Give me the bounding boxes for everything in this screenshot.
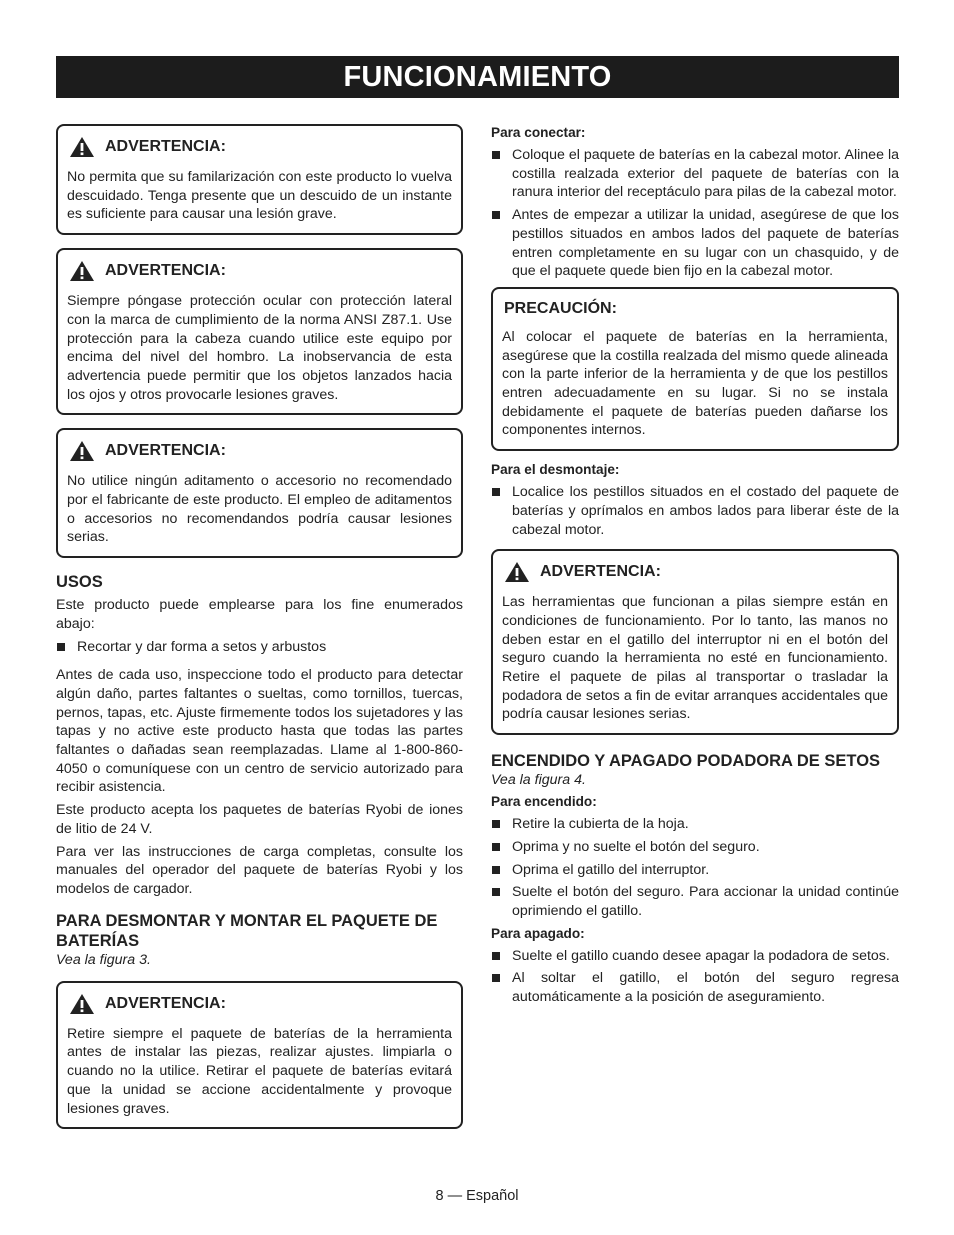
warning-header bbox=[69, 993, 452, 1015]
list-item: Suelte el gatillo cuando desee apagar la podadora de setos. bbox=[491, 947, 899, 966]
warning-triangle-icon bbox=[69, 260, 95, 282]
subheading-desmontaje: Para el desmontaje: bbox=[491, 462, 620, 478]
caution-box bbox=[491, 287, 899, 451]
figure-reference: Vea la figura 3. bbox=[56, 951, 151, 968]
warning-text: Siempre póngase protección ocular con protección lateral con la marca de cumplimiento de la norma ANSI Z87.1. Use protección para la cabeza cuando utilice este equipo por encima del nivel del hombro. La inobservancia de esta advertencia puede permitir que los objetos lanzados hacia los ojos y otros provocarle lesiones graves. bbox=[67, 293, 452, 403]
warning-heading: ADVERTENCIA: bbox=[105, 994, 226, 1012]
encendido-list bbox=[491, 815, 899, 921]
warning-heading: ADVERTENCIA: bbox=[540, 563, 661, 581]
bullet-square-icon bbox=[492, 888, 500, 896]
warning-heading: ADVERTENCIA: bbox=[105, 442, 226, 460]
warning-triangle-icon bbox=[69, 993, 95, 1015]
list-item: Coloque el paquete de baterías en la cabezal motor. Alinee la costilla realzada exterior del paquete de baterías con la ranura interior del receptáculo para pilas de la cabezal motor. bbox=[491, 146, 899, 202]
warning-text: Las herramientas que funcionan a pilas siempre están en condiciones de funcionamiento. Por lo tanto, las manos no deben estar en el gatillo del interruptor ni en el botón del seguro cuando la herramienta no esté en funcionamiento. Retire el paquete de pilas al transportar o trasladar la podadora de setos a fin de evitar arranques accidentales que podría causar lesiones serias. bbox=[502, 594, 888, 723]
apagado-list bbox=[491, 947, 899, 1007]
page-title: FUNCIONAMIENTO bbox=[56, 56, 899, 98]
section-heading-usos: USOS bbox=[56, 573, 103, 592]
section-heading-desmontar: PARA DESMONTAR Y MONTAR EL PAQUETE DE BATERÍAS bbox=[56, 911, 438, 950]
list-item: Suelte el botón del seguro. Para accionar la unidad continúe oprimiendo el gatillo. bbox=[491, 883, 899, 920]
desmontaje-list bbox=[491, 483, 899, 539]
bullet-square-icon bbox=[492, 151, 500, 159]
bullet-square-icon bbox=[492, 952, 500, 960]
caution-heading: PRECAUCIÓN: bbox=[504, 299, 617, 317]
warning-header bbox=[69, 260, 452, 282]
list-item: Localice los pestillos situados en el costado del paquete de baterías y oprímalos en ambos lados para liberar éste de la cabezal motor. bbox=[491, 483, 899, 539]
bullet-square-icon bbox=[492, 820, 500, 828]
warning-triangle-icon bbox=[504, 561, 530, 583]
warning-header bbox=[69, 440, 452, 462]
warning-text: No permita que su familarización con este producto lo vuelva descuidado. Tenga presente que un descuido de un instante es suficiente para causar una lesión grave. bbox=[67, 169, 452, 223]
warning-box bbox=[56, 428, 463, 558]
bullet-square-icon bbox=[492, 843, 500, 851]
subheading-conectar: Para conectar: bbox=[491, 125, 586, 140]
section-heading-encendido: ENCENDIDO Y APAGADO PODADORA DE SETOS bbox=[491, 752, 881, 771]
list-item: Retire la cubierta de la hoja. bbox=[491, 815, 899, 834]
warning-text: No utilice ningún aditamento o accesorio no recomendado por el fabricante de este producto. El empleo de aditamentos o accesorios no recomendandos podría causar lesiones serias. bbox=[67, 473, 452, 546]
warning-heading: ADVERTENCIA: bbox=[105, 138, 226, 155]
bullet-square-icon bbox=[492, 866, 500, 874]
warning-box bbox=[56, 248, 463, 415]
list-item: Antes de empezar a utilizar la unidad, asegúrese de que los pestillos situados en ambos lados del paquete de baterías entren completamente en su lugar con un chasquido, y de que el paquete quede bien fijo en la cabezal motor. bbox=[491, 206, 899, 281]
list-item: Al soltar el gatillo, el botón del seguro regresa automáticamente a la posición de aseguramiento. bbox=[491, 969, 899, 1006]
warning-box bbox=[56, 124, 463, 235]
list-item: Oprima el gatillo del interruptor. bbox=[491, 861, 899, 880]
page-footer: 8 — Español bbox=[435, 1188, 519, 1204]
warning-triangle-icon bbox=[69, 136, 95, 158]
warning-text: Retire siempre el paquete de baterías de la herramienta antes de instalar las piezas, realizar ajustes. limpiarla o cuando no la utilice. Retirar el paquete de baterías evitará que la unidad se accione accidentalmente y provoque lesiones graves. bbox=[67, 1025, 452, 1117]
warning-box bbox=[491, 549, 899, 735]
warning-header bbox=[504, 561, 888, 583]
right-column bbox=[491, 124, 899, 1007]
subheading-apagado: Para apagado: bbox=[491, 925, 585, 941]
caution-header bbox=[504, 299, 888, 319]
warning-header bbox=[69, 136, 452, 158]
subheading-encendido: Para encendido: bbox=[491, 794, 597, 810]
usos-list bbox=[56, 638, 463, 657]
left-column bbox=[56, 124, 463, 1129]
warning-heading: ADVERTENCIA: bbox=[105, 262, 226, 280]
bullet-square-icon bbox=[492, 974, 500, 982]
usos-paragraph: Este producto acepta los paquetes de baterías Ryobi de iones de litio de 24 V. bbox=[56, 802, 463, 837]
usos-paragraph: Para ver las instrucciones de carga completas, consulte los manuales del operador del paquete de baterías Ryobi y los modelos de cargador. bbox=[56, 843, 463, 897]
caution-text: Al colocar el paquete de baterías en la herramienta, asegúrese que la costilla realzada del mismo quede alineada con la parte inferior de la herramienta y de que los pestillos entren adecuadamente en su lugar. Si no se instala debidamente el paquete de baterías pueden dañarse los componentes internos. bbox=[502, 328, 888, 439]
figure-reference: Vea la figura 4. bbox=[491, 772, 586, 789]
warning-box bbox=[56, 981, 463, 1130]
bullet-square-icon bbox=[57, 643, 65, 651]
conectar-list bbox=[491, 146, 899, 281]
bullet-square-icon bbox=[492, 488, 500, 496]
warning-triangle-icon bbox=[69, 440, 95, 462]
list-item: Recortar y dar forma a setos y arbustos bbox=[56, 638, 463, 657]
usos-intro: Este producto puede emplearse para los fine enumerados abajo: bbox=[56, 597, 463, 632]
usos-paragraph: Antes de cada uso, inspeccione todo el producto para detectar algún daño, partes faltantes o sueltas, como tornillos, tuercas, pernos, tapas, etc. Ajuste firmemente todos los sujetadores y las tapas y no active este producto hasta que todas las partes faltantes o dañadas sean reemplazadas. Llame al 1-800-860-4050 o comuníquese con un centro de servicio autorizado para recibir asistencia. bbox=[56, 667, 463, 796]
list-item: Oprima y no suelte el botón del seguro. bbox=[491, 838, 899, 857]
bullet-square-icon bbox=[492, 211, 500, 219]
